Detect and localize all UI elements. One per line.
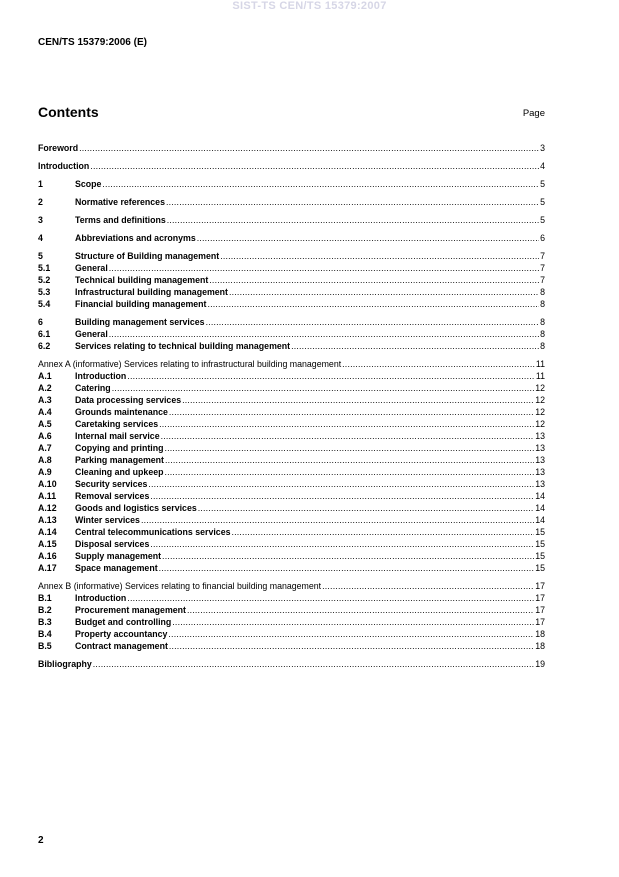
toc-entry-page: 12 <box>535 419 545 429</box>
toc-entry-title: Removal services <box>75 491 150 501</box>
toc-entry-page: 18 <box>535 641 545 651</box>
toc-entry-title: Financial building management <box>75 299 207 309</box>
toc-entry-page: 5 <box>540 215 545 225</box>
toc-entry-page: 3 <box>540 143 545 153</box>
toc-entry-title: Internal mail service <box>75 431 160 441</box>
toc-entry[interactable] <box>38 658 545 670</box>
toc-entry[interactable] <box>38 382 545 394</box>
toc-entry-number: 5.4 <box>38 299 51 309</box>
toc-entry-number: 6 <box>38 317 43 327</box>
toc-entry-number: 2 <box>38 197 43 207</box>
toc-entry-number: 5.1 <box>38 263 51 273</box>
toc-group <box>38 160 545 172</box>
toc-leader-dots <box>164 466 534 478</box>
toc-entry-title: Infrastructural building management <box>75 287 228 297</box>
toc-entry-title: Annex B (informative) Services relating to financial building management <box>38 581 322 591</box>
toc-entry-title: Annex A (informative) Services relating to infrastructural building management <box>38 359 342 369</box>
toc-entry-number: B.1 <box>38 593 52 603</box>
toc-leader-dots <box>159 418 534 430</box>
toc-entry[interactable] <box>38 232 545 244</box>
toc-entry[interactable] <box>38 592 545 604</box>
toc-entry-title: Grounds maintenance <box>75 407 168 417</box>
toc-leader-dots <box>79 142 539 154</box>
toc-entry-title: Bibliography <box>38 659 92 669</box>
toc-entry-number: A.15 <box>38 539 57 549</box>
toc-entry-number: A.1 <box>38 371 52 381</box>
toc-entry[interactable] <box>38 502 545 514</box>
contents-heading: Contents <box>38 104 99 120</box>
toc-group <box>38 658 545 670</box>
toc-entry[interactable] <box>38 490 545 502</box>
toc-group <box>38 196 545 208</box>
toc-entry[interactable] <box>38 274 545 286</box>
toc-entry-page: 17 <box>535 617 545 627</box>
toc-leader-dots <box>187 604 534 616</box>
toc-leader-dots <box>109 262 539 274</box>
toc-entry[interactable] <box>38 454 545 466</box>
toc-entry-number: B.4 <box>38 629 52 639</box>
toc-entry-title: General <box>75 329 108 339</box>
toc-entry-number: B.2 <box>38 605 52 615</box>
toc-leader-dots <box>112 382 535 394</box>
toc-entry[interactable] <box>38 478 545 490</box>
toc-leader-dots <box>165 454 534 466</box>
toc-entry[interactable] <box>38 370 545 382</box>
toc-leader-dots <box>207 298 539 310</box>
toc-entry[interactable] <box>38 550 545 562</box>
toc-entry-number: A.4 <box>38 407 52 417</box>
toc-entry[interactable] <box>38 328 545 340</box>
toc-entry-number: A.13 <box>38 515 57 525</box>
toc-leader-dots <box>159 562 535 574</box>
toc-entry-title: Copying and printing <box>75 443 164 453</box>
toc-entry-title: Building management services <box>75 317 205 327</box>
toc-entry-page: 13 <box>535 467 545 477</box>
toc-entry-page: 15 <box>535 527 545 537</box>
toc-entry-number: A.10 <box>38 479 57 489</box>
toc-entry[interactable] <box>38 160 545 172</box>
toc-leader-dots <box>102 178 539 190</box>
toc-entry-title: Budget and controlling <box>75 617 172 627</box>
toc-entry-page: 14 <box>535 491 545 501</box>
toc-entry-title: Introduction <box>75 593 127 603</box>
toc-leader-dots <box>162 550 534 562</box>
toc-entry-title: Space management <box>75 563 158 573</box>
toc-entry[interactable] <box>38 418 545 430</box>
toc-leader-dots <box>209 274 539 286</box>
toc-entry-page: 12 <box>535 407 545 417</box>
toc-entry[interactable] <box>38 580 545 592</box>
toc-entry-number: A.7 <box>38 443 52 453</box>
toc-entry[interactable] <box>38 316 545 328</box>
toc-entry[interactable] <box>38 214 545 226</box>
toc-entry-page: 13 <box>535 431 545 441</box>
toc-entry[interactable] <box>38 616 545 628</box>
toc-leader-dots <box>206 316 540 328</box>
toc-entry-page: 11 <box>535 371 545 381</box>
toc-entry-title: Catering <box>75 383 111 393</box>
toc-entry-title: Procurement management <box>75 605 186 615</box>
document-id: CEN/TS 15379:2006 (E) <box>38 37 147 48</box>
toc-entry-number: 1 <box>38 179 43 189</box>
toc-entry-page: 17 <box>535 593 545 603</box>
page-number: 2 <box>38 835 44 846</box>
toc-entry-title: Contract management <box>75 641 168 651</box>
toc-entry-title: Data processing services <box>75 395 182 405</box>
toc-leader-dots <box>322 580 534 592</box>
toc-leader-dots <box>90 160 539 172</box>
toc-entry[interactable] <box>38 262 545 274</box>
toc-entry-page: 15 <box>535 539 545 549</box>
toc-entry-title: Normative references <box>75 197 165 207</box>
toc-entry-number: 4 <box>38 233 43 243</box>
toc-entry-title: Structure of Building management <box>75 251 220 261</box>
toc-entry-page: 17 <box>535 581 545 591</box>
toc-leader-dots <box>148 478 534 490</box>
toc-leader-dots <box>172 616 534 628</box>
toc-entry-number: 5 <box>38 251 43 261</box>
toc-entry-number: B.5 <box>38 641 52 651</box>
toc-leader-dots <box>150 490 534 502</box>
toc-entry-title: Winter services <box>75 515 140 525</box>
toc-leader-dots <box>127 370 535 382</box>
table-of-contents <box>38 142 545 670</box>
toc-leader-dots <box>229 286 539 298</box>
toc-entry[interactable] <box>38 406 545 418</box>
toc-entry[interactable] <box>38 394 545 406</box>
toc-entry-title: Introduction <box>38 161 90 171</box>
toc-entry-number: 3 <box>38 215 43 225</box>
toc-leader-dots <box>150 538 534 550</box>
toc-entry-title: Caretaking services <box>75 419 159 429</box>
toc-entry-page: 5 <box>540 179 545 189</box>
toc-entry[interactable] <box>38 526 545 538</box>
toc-entry-page: 7 <box>540 251 545 261</box>
toc-entry-number: A.3 <box>38 395 52 405</box>
toc-leader-dots <box>169 640 534 652</box>
toc-entry-title: Foreword <box>38 143 79 153</box>
toc-leader-dots <box>166 196 539 208</box>
toc-group <box>38 250 545 310</box>
toc-entry-page: 6 <box>540 233 545 243</box>
toc-entry[interactable] <box>38 538 545 550</box>
page-column-label: Page <box>522 108 545 119</box>
toc-entry-page: 8 <box>540 341 545 351</box>
toc-entry-page: 17 <box>535 605 545 615</box>
toc-leader-dots <box>164 442 534 454</box>
toc-entry-page: 8 <box>540 317 545 327</box>
toc-entry-number: A.9 <box>38 467 52 477</box>
toc-entry-title: Disposal services <box>75 539 150 549</box>
toc-entry[interactable] <box>38 178 545 190</box>
toc-group <box>38 178 545 190</box>
toc-entry-page: 15 <box>535 551 545 561</box>
toc-leader-dots <box>167 214 539 226</box>
toc-group <box>38 580 545 652</box>
toc-group <box>38 214 545 226</box>
toc-leader-dots <box>93 658 534 670</box>
toc-entry[interactable] <box>38 562 545 574</box>
toc-entry-title: Abbreviations and acronyms <box>75 233 196 243</box>
toc-entry[interactable] <box>38 514 545 526</box>
toc-leader-dots <box>161 430 535 442</box>
toc-entry-number: A.12 <box>38 503 57 513</box>
toc-entry-title: Parking management <box>75 455 164 465</box>
toc-leader-dots <box>220 250 539 262</box>
toc-entry-page: 14 <box>535 503 545 513</box>
toc-entry[interactable] <box>38 430 545 442</box>
toc-leader-dots <box>342 358 535 370</box>
toc-group <box>38 232 545 244</box>
toc-entry-page: 13 <box>535 443 545 453</box>
toc-entry-number: 6.1 <box>38 329 51 339</box>
toc-group <box>38 316 545 352</box>
toc-entry-number: 5.2 <box>38 275 51 285</box>
toc-entry[interactable] <box>38 250 545 262</box>
toc-entry-title: Central telecommunications services <box>75 527 231 537</box>
toc-entry-title: Cleaning and upkeep <box>75 467 164 477</box>
toc-entry-title: Technical building management <box>75 275 209 285</box>
toc-entry[interactable] <box>38 298 545 310</box>
toc-entry-number: A.8 <box>38 455 52 465</box>
toc-entry-number: B.3 <box>38 617 52 627</box>
toc-entry-number: A.2 <box>38 383 52 393</box>
toc-entry-page: 15 <box>535 563 545 573</box>
toc-leader-dots <box>197 232 539 244</box>
toc-leader-dots <box>182 394 534 406</box>
toc-entry[interactable] <box>38 628 545 640</box>
toc-entry-number: A.5 <box>38 419 52 429</box>
toc-entry-number: A.14 <box>38 527 57 537</box>
toc-entry-page: 11 <box>535 359 545 369</box>
toc-entry[interactable] <box>38 604 545 616</box>
toc-entry-number: A.11 <box>38 491 57 501</box>
toc-entry-title: Services relating to technical building management <box>75 341 291 351</box>
toc-leader-dots <box>109 328 539 340</box>
toc-entry-number: A.17 <box>38 563 57 573</box>
toc-leader-dots <box>291 340 539 352</box>
toc-entry-number: A.6 <box>38 431 52 441</box>
toc-entry-page: 7 <box>540 275 545 285</box>
toc-entry-page: 8 <box>540 329 545 339</box>
toc-entry[interactable] <box>38 640 545 652</box>
toc-entry-title: General <box>75 263 108 273</box>
toc-entry-page: 4 <box>540 161 545 171</box>
toc-entry-number: 6.2 <box>38 341 51 351</box>
toc-group <box>38 358 545 574</box>
toc-entry-title: Supply management <box>75 551 162 561</box>
toc-entry[interactable] <box>38 358 545 370</box>
toc-leader-dots <box>168 628 534 640</box>
toc-entry-page: 19 <box>535 659 545 669</box>
toc-entry-page: 13 <box>535 479 545 489</box>
toc-entry-title: Scope <box>75 179 102 189</box>
toc-leader-dots <box>127 592 534 604</box>
toc-entry-page: 7 <box>540 263 545 273</box>
toc-entry-title: Terms and definitions <box>75 215 166 225</box>
toc-entry-title: Security services <box>75 479 148 489</box>
watermark: SIST-TS CEN/TS 15379:2007 <box>232 0 387 12</box>
toc-entry-page: 18 <box>535 629 545 639</box>
toc-entry-page: 12 <box>535 395 545 405</box>
toc-entry-page: 8 <box>540 299 545 309</box>
toc-entry[interactable] <box>38 442 545 454</box>
toc-entry-title: Property accountancy <box>75 629 168 639</box>
toc-entry-number: 5.3 <box>38 287 51 297</box>
toc-leader-dots <box>198 502 534 514</box>
toc-entry[interactable] <box>38 286 545 298</box>
toc-entry-page: 13 <box>535 455 545 465</box>
toc-leader-dots <box>169 406 534 418</box>
toc-entry[interactable] <box>38 196 545 208</box>
toc-entry-page: 14 <box>535 515 545 525</box>
toc-group <box>38 142 545 154</box>
toc-entry[interactable] <box>38 142 545 154</box>
toc-entry-title: Introduction <box>75 371 127 381</box>
toc-leader-dots <box>231 526 534 538</box>
toc-leader-dots <box>141 514 534 526</box>
toc-entry[interactable] <box>38 340 545 352</box>
toc-entry-number: A.16 <box>38 551 57 561</box>
toc-entry-page: 8 <box>540 287 545 297</box>
toc-entry-page: 5 <box>540 197 545 207</box>
toc-entry-page: 12 <box>535 383 545 393</box>
toc-entry-title: Goods and logistics services <box>75 503 197 513</box>
toc-entry[interactable] <box>38 466 545 478</box>
